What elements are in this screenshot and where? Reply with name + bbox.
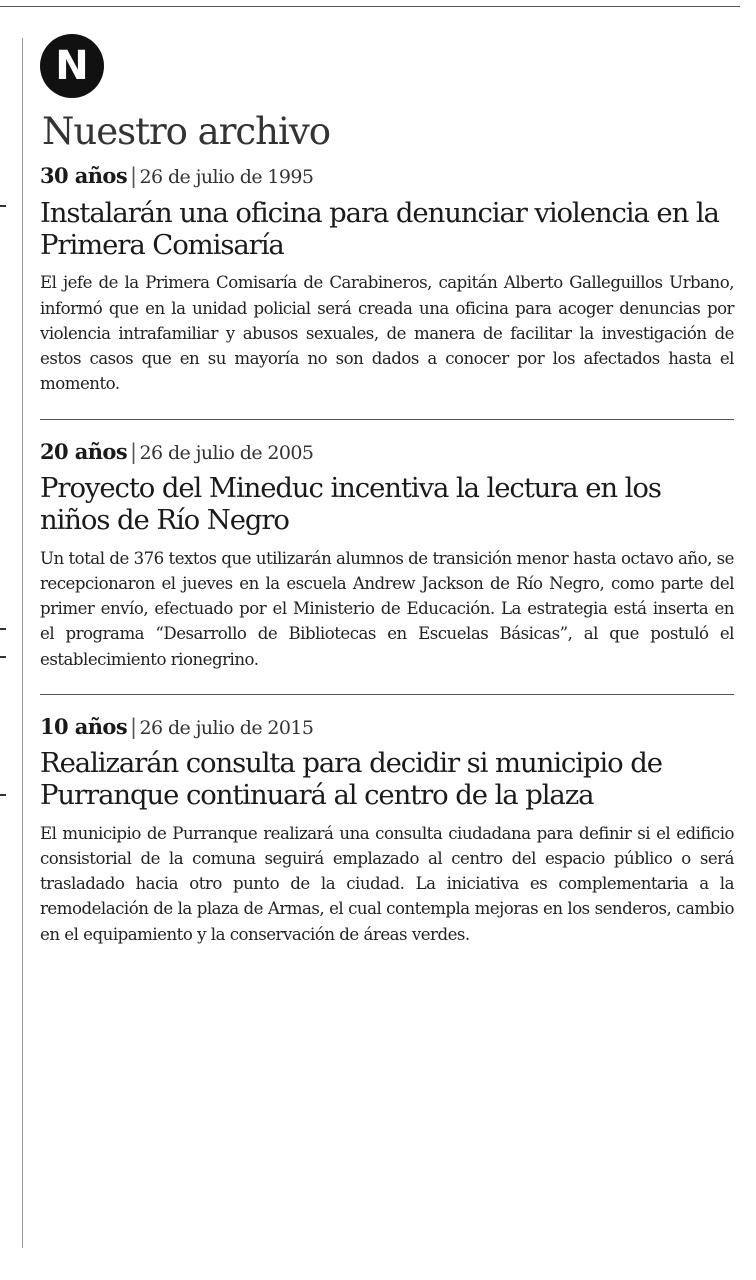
top-rule xyxy=(0,6,740,7)
kicker-separator: | xyxy=(130,439,137,464)
entry-date: 26 de julio de 1995 xyxy=(139,166,314,189)
edge-mark xyxy=(0,205,6,207)
archive-entry xyxy=(40,162,734,418)
section-logo-badge: N xyxy=(40,34,104,98)
edge-mark xyxy=(0,628,6,630)
edge-mark xyxy=(0,794,6,796)
kicker-separator: | xyxy=(130,164,137,189)
entry-headline: Realizarán consulta para decidir si municipio de Purranque continuará al centro de la plaza xyxy=(40,747,662,811)
entry-body: El municipio de Purranque realizará una consulta ciudadana para definir si el edificio consistorial de la comuna seguirá emplazado al centro del espacio público o será trasladado hacia otro punto de la ciudad. La iniciativa es complementaria a la remodelación de la plaza de Armas, el cual contempla mejoras en los senderos, cambio en el equipamiento y la conservación de áreas verdes. xyxy=(40,823,734,944)
entry-date: 26 de julio de 2005 xyxy=(139,441,314,464)
column-divider xyxy=(22,38,23,1248)
section-title: Nuestro archivo xyxy=(42,110,330,153)
entry-headline: Proyecto del Mineduc incentiva la lectura en los niños de Río Negro xyxy=(40,471,661,536)
entry-date: 26 de julio de 2015 xyxy=(139,716,314,739)
entry-kicker xyxy=(40,713,734,741)
entry-years: 10 años xyxy=(40,713,128,739)
kicker-separator: | xyxy=(130,714,137,739)
entry-kicker xyxy=(40,162,734,190)
archive-column xyxy=(40,34,734,969)
entry-headline: Instalarán una oficina para denunciar violencia en la Primera Comisaría xyxy=(40,196,719,261)
archive-entry xyxy=(40,419,734,694)
entry-years: 30 años xyxy=(40,163,128,189)
entry-body: El jefe de la Primera Comisaría de Carabineros, capitán Alberto Galleguillos Urbano, informó que en la unidad policial será creada una oficina para acoger denuncias por violencia intrafamiliar y abusos sexuales, de manera de facilitar la investigación de estos casos que en su mayoría no son dados a conocer por los afectados hasta el momento. xyxy=(40,273,734,394)
edge-mark xyxy=(0,656,6,658)
entry-kicker xyxy=(40,438,734,466)
entry-body: Un total de 376 textos que utilizarán alumnos de transición menor hasta octavo año, se recepcionaron el jueves en la escuela Andrew Jackson de Río Negro, como parte del primer envío, efectuado por el Ministerio de Educación. La estrategia está inserta en el programa “Desarrollo de Bibliotecas en Escuelas Básicas”, al que postuló el establecimiento rionegrino. xyxy=(40,548,734,669)
archive-entry xyxy=(40,694,734,969)
entry-years: 20 años xyxy=(40,438,128,464)
